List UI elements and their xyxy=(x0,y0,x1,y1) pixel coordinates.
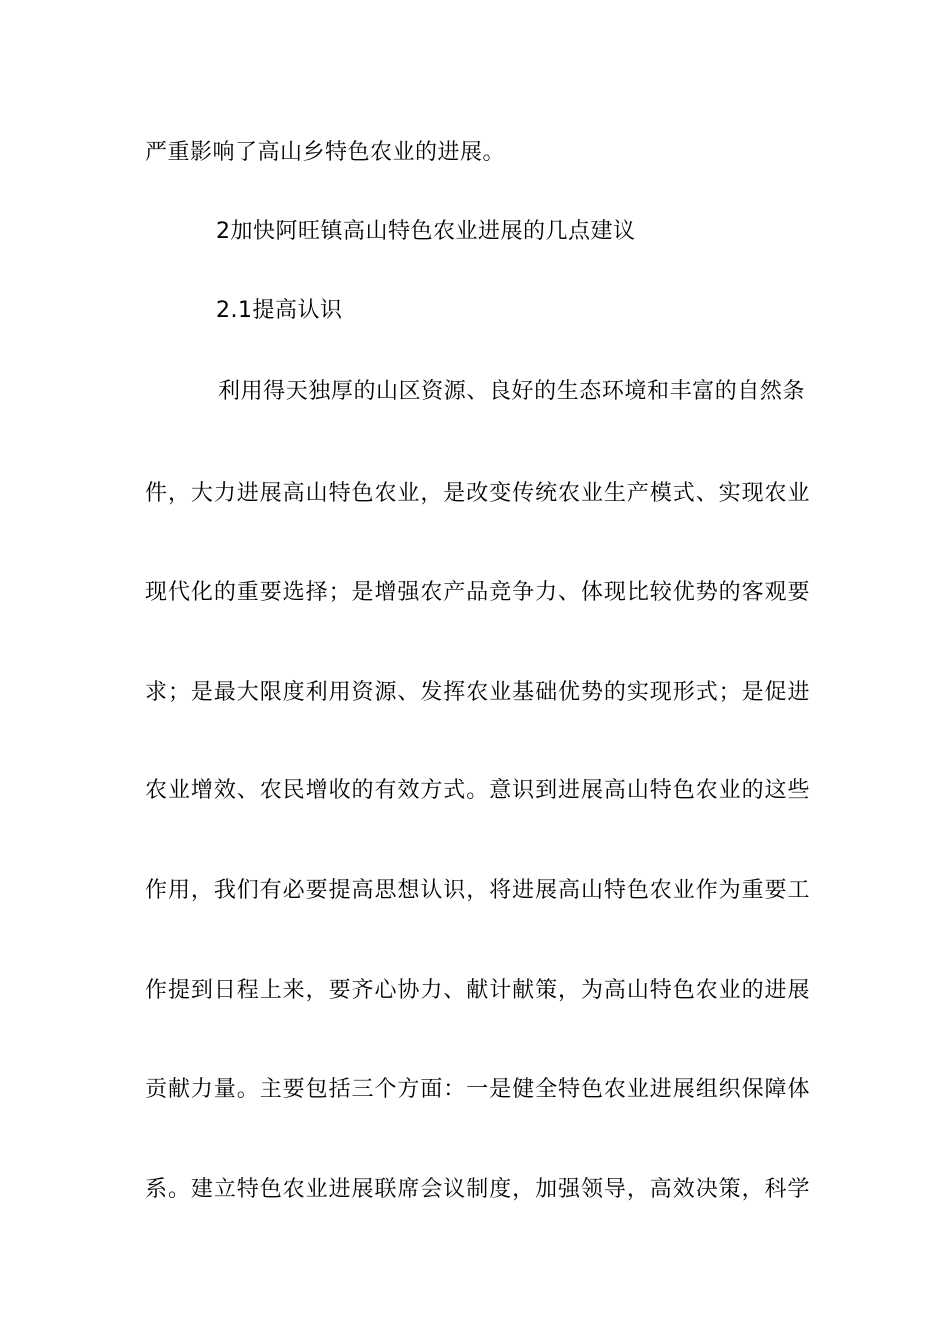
paragraph-line-7: 作用，我们有必要提高思想认识，将进展高山特色农业作为重要工 xyxy=(145,878,810,903)
paragraph-line-3: 件，大力进展高山特色农业，是改变传统农业生产模式、实现农业 xyxy=(145,481,810,506)
paragraph-line-1: 严重影响了高山乡特色农业的进展。 xyxy=(145,140,506,165)
paragraph-line-9: 贡献力量。主要包括三个方面：一是健全特色农业进展组织保障体 xyxy=(145,1077,810,1102)
paragraph-line-8: 作提到日程上来，要齐心协力、献计献策，为高山特色农业的进展 xyxy=(145,978,810,1003)
subsection-heading-2-1: 2.1提高认识 xyxy=(216,298,343,323)
paragraph-line-4: 现代化的重要选择；是增强农产品竞争力、体现比较优势的客观要 xyxy=(145,580,810,605)
paragraph-line-6: 农业增效、农民增收的有效方式。意识到进展高山特色农业的这些 xyxy=(145,778,810,803)
paragraph-line-5: 求；是最大限度利用资源、发挥农业基础优势的实现形式；是促进 xyxy=(145,680,810,705)
paragraph-line-10: 系。建立特色农业进展联席会议制度，加强领导，高效决策，科学 xyxy=(145,1177,810,1202)
section-heading-2: 2加快阿旺镇高山特色农业进展的几点建议 xyxy=(216,219,636,244)
paragraph-line-2: 利用得天独厚的山区资源、良好的生态环境和丰富的自然条 xyxy=(218,379,805,404)
